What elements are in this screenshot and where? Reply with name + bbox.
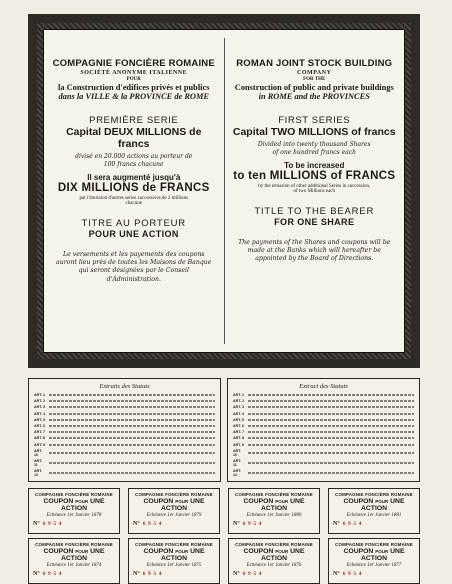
purpose-fr-2: dans la VILLE & la PROVINCE de ROME <box>58 92 210 101</box>
statute-line <box>233 449 414 457</box>
ornate-border <box>37 23 411 359</box>
statute-text-line <box>49 406 215 408</box>
coupon-pour: POUR <box>75 499 89 504</box>
statute-line <box>233 430 414 434</box>
statute-text-line <box>248 431 414 433</box>
coupon-pour: POUR <box>275 549 289 554</box>
statute-line <box>233 405 414 409</box>
coupon-word: COUPON <box>143 548 174 555</box>
english-column <box>225 30 405 352</box>
coupon[interactable] <box>128 538 220 584</box>
coupon-number-label: N° <box>233 521 240 527</box>
statute-text-line <box>49 400 215 402</box>
total-capital-en: to ten MILLIONS of FRANCS <box>233 169 396 182</box>
statutes-heading-en: Extract des Statuts <box>299 383 348 390</box>
coupon-word: COUPON <box>143 498 174 505</box>
emission-fr-1: par l'émission d'autres series successives de 2 millions <box>79 195 189 201</box>
capital-en: Capital TWO MILLIONS of francs <box>232 126 396 138</box>
coupon-label <box>33 498 115 512</box>
statute-line <box>233 393 414 397</box>
statute-line <box>233 399 414 403</box>
statute-article-number: ART. 2 <box>233 399 244 404</box>
coupon-due-date: Echéance 1er Janvier 1876 <box>246 563 302 568</box>
coupon-due-date: Echéance 1er Janvier 1874 <box>46 563 102 568</box>
statute-text-line <box>49 444 215 446</box>
statute-text-line <box>49 425 215 427</box>
statute-text-line <box>248 452 414 454</box>
statute-text-line <box>248 444 414 446</box>
payment-note-en: The payments of the Shares and coupons will be made at the Banks which will hereafter be appointed by the Board of Directions. <box>238 238 391 263</box>
emission-fr-2: chacune <box>125 200 142 206</box>
coupon-pour: POUR <box>75 549 89 554</box>
coupon-company: COMPAGNIE FONCIÈRE ROMAINE <box>35 492 113 497</box>
coupon-number <box>133 571 215 577</box>
statutes-box-en <box>227 378 420 482</box>
coupon-word: COUPON <box>243 498 274 505</box>
coupon-number-value: 6 9 5 4 <box>142 571 163 577</box>
coupon-due-date: Echéance 1er Janvier 1881 <box>346 513 402 518</box>
capital-fr: Capital DEUX MILLIONS de francs <box>66 126 202 150</box>
coupon-pour: POUR <box>175 499 189 504</box>
title-bearer-en: TITLE TO THE BEARER <box>254 205 375 217</box>
statute-article-number: ART. 9 <box>34 442 45 447</box>
statute-article-number: ART. 7 <box>34 430 45 435</box>
coupon-number-value: 6 9 5 4 <box>342 521 363 527</box>
statute-text-line <box>49 437 215 439</box>
coupon-label <box>233 548 315 562</box>
coupon-company: COMPAGNIE FONCIÈRE ROMAINE <box>335 492 413 497</box>
statute-article-number: ART. 11 <box>233 458 241 467</box>
statute-line <box>34 443 215 447</box>
statute-article-number: ART. 8 <box>233 436 244 441</box>
statute-article-number: ART. 12 <box>233 469 241 478</box>
coupon-due-date: Echéance 1er Janvier 1875 <box>146 563 202 568</box>
coupon-number <box>133 521 215 527</box>
statute-article-number: ART. 12 <box>34 469 42 478</box>
statute-line <box>233 436 414 440</box>
coupon-number-value: 6 9 5 4 <box>242 521 263 527</box>
statute-article-number: ART. 3 <box>233 405 244 410</box>
coupon-action: UNE ACTION <box>60 548 105 562</box>
coupon-action: UNE ACTION <box>160 548 205 562</box>
statute-line <box>233 424 414 428</box>
coupon-company: COMPAGNIE FONCIÈRE ROMAINE <box>35 542 113 547</box>
coupon-number-label: N° <box>133 571 140 577</box>
coupon[interactable] <box>228 488 320 534</box>
coupon-pour: POUR <box>375 549 389 554</box>
statute-article-number: ART. 3 <box>34 405 45 410</box>
coupon-label <box>333 548 415 562</box>
coupon-number-label: N° <box>333 571 340 577</box>
coupon-action: UNE ACTION <box>360 498 405 512</box>
coupon-due-date: Echéance 1er Janvier 1877 <box>346 563 402 568</box>
payment-note-fr: Le versements et les payements des coupons auront lieu près de toutes les Maisons de Banque qui seront désignées par le Conseil d'Administration. <box>56 250 212 283</box>
coupon-number-label: N° <box>33 521 40 527</box>
french-column <box>44 30 224 352</box>
purpose-en-2: in ROME and the PROVINCES <box>258 92 370 101</box>
company-name-fr: COMPAGNIE FONCIÈRE ROMAINE <box>52 58 215 69</box>
coupon-due-date: Echéance 1er Janvier 1879 <box>146 513 202 518</box>
coupon-company: COMPAGNIE FONCIÈRE ROMAINE <box>335 542 413 547</box>
coupon-company: COMPAGNIE FONCIÈRE ROMAINE <box>135 542 213 547</box>
coupon-pour: POUR <box>175 549 189 554</box>
statute-article-number: ART. 11 <box>34 458 42 467</box>
statute-article-number: ART. 8 <box>34 436 45 441</box>
company-type-fr: SOCIÉTÉ ANONYME ITALIENNE <box>80 70 188 76</box>
statute-text-line <box>248 406 414 408</box>
title-share-fr: POUR UNE ACTION <box>88 228 179 239</box>
statute-line <box>233 459 414 467</box>
statutes-section <box>28 378 420 482</box>
coupon-number-label: N° <box>33 571 40 577</box>
shares-en-1: Divided into twenty thousand Shares <box>257 141 371 148</box>
coupon-grid <box>28 488 420 584</box>
coupon-pour: POUR <box>375 499 389 504</box>
coupon[interactable] <box>128 488 220 534</box>
coupon[interactable] <box>28 538 120 584</box>
pour-fr: POUR <box>126 77 141 82</box>
coupon-number-label: N° <box>233 571 240 577</box>
statute-line <box>34 469 215 477</box>
statute-text-line <box>248 437 414 439</box>
statute-text-line <box>248 419 414 421</box>
statute-article-number: ART. 10 <box>233 448 241 457</box>
coupon[interactable] <box>228 538 320 584</box>
coupon-action: UNE ACTION <box>60 498 105 512</box>
coupon-label <box>133 498 215 512</box>
statute-article-number: ART. 5 <box>34 417 45 422</box>
coupon-company: COMPAGNIE FONCIÈRE ROMAINE <box>135 492 213 497</box>
statute-line <box>34 393 215 397</box>
coupon-label <box>133 548 215 562</box>
coupon-number <box>233 521 315 527</box>
coupon-action: UNE ACTION <box>260 498 305 512</box>
coupon-word: COUPON <box>43 498 74 505</box>
coupon-word: COUPON <box>343 548 374 555</box>
statute-article-number: ART. 7 <box>233 430 244 435</box>
shares-fr-1: divisé en 20.000 actions au porteur de <box>75 153 193 160</box>
coupon-action: UNE ACTION <box>260 548 305 562</box>
statute-line <box>34 424 215 428</box>
statute-text-line <box>49 431 215 433</box>
augmente-fr: Il sera augmenté jusqu'à <box>87 172 181 182</box>
emission-en-2: of two Millions each <box>293 188 336 194</box>
statute-line <box>34 459 215 467</box>
statutes-heading-fr: Extraits des Statuts <box>99 383 150 390</box>
shares-fr-2: 100 francs chacune <box>103 160 164 168</box>
coupon-label <box>33 548 115 562</box>
statute-line <box>34 399 215 403</box>
statute-line <box>233 443 414 447</box>
statute-article-number: ART. 1 <box>233 393 244 397</box>
coupon[interactable] <box>328 538 420 584</box>
emission-en-1: by the emission of other additional Series in succession, <box>258 183 371 189</box>
statute-line <box>34 436 215 440</box>
statute-text-line <box>49 419 215 421</box>
coupon-due-date: Echéance 1er Janvier 1878 <box>46 513 102 518</box>
company-name-en: ROMAN JOINT STOCK BUILDING <box>236 58 393 69</box>
coupon-number <box>333 521 415 527</box>
coupon[interactable] <box>28 488 120 534</box>
shares-en-2: of one hundred francs each <box>272 148 356 156</box>
coupon-action: UNE ACTION <box>160 498 205 512</box>
coupon-label <box>333 498 415 512</box>
coupon-action: UNE ACTION <box>360 548 405 562</box>
coupon-number-value: 6 9 5 4 <box>242 571 263 577</box>
coupon-pour: POUR <box>275 499 289 504</box>
statute-line <box>34 412 215 416</box>
coupon-company: COMPAGNIE FONCIÈRE ROMAINE <box>235 492 313 497</box>
purpose-en-1: Construction of public and private buildings <box>234 83 394 92</box>
company-type-en: COMPANY <box>297 70 332 76</box>
statute-article-number: ART. 2 <box>34 399 45 404</box>
coupon-number <box>33 571 115 577</box>
coupon-number-label: N° <box>133 521 140 527</box>
statute-text-line <box>248 472 414 474</box>
statute-text-line <box>49 462 215 464</box>
statutes-lines-fr <box>34 393 215 477</box>
statute-line <box>233 418 414 422</box>
statute-text-line <box>248 413 414 415</box>
statute-line <box>34 449 215 457</box>
title-share-en: FOR ONE SHARE <box>274 216 355 227</box>
statute-text-line <box>248 394 414 396</box>
statute-text-line <box>49 472 215 474</box>
statute-article-number: ART. 5 <box>233 417 244 422</box>
statute-article-number: ART. 6 <box>233 423 244 428</box>
statute-text-line <box>248 400 414 402</box>
statute-article-number: ART. 4 <box>34 411 45 416</box>
statutes-lines-en <box>233 393 414 477</box>
coupon-number-value: 6 9 5 4 <box>142 521 163 527</box>
purpose-fr-1: la Construction d'edifices privés et publics <box>58 83 210 92</box>
coupon-number-value: 6 9 5 4 <box>42 571 63 577</box>
coupon-number-value: 6 9 5 4 <box>342 571 363 577</box>
serie-en: FIRST SERIES <box>278 115 351 126</box>
statute-text-line <box>49 413 215 415</box>
title-bearer-fr: TITRE AU PORTEUR <box>81 217 186 229</box>
statute-article-number: ART. 1 <box>34 393 45 397</box>
coupon-company: COMPAGNIE FONCIÈRE ROMAINE <box>235 542 313 547</box>
coupon-number <box>33 521 115 527</box>
coupon-word: COUPON <box>243 548 274 555</box>
coupon-due-date: Echéance 1er Janvier 1880 <box>246 513 302 518</box>
serie-fr: PREMIÈRE SERIE <box>89 115 179 126</box>
coupon-word: COUPON <box>43 548 74 555</box>
statute-line <box>34 430 215 434</box>
statute-article-number: ART. 10 <box>34 448 42 457</box>
statute-line <box>233 469 414 477</box>
statute-article-number: ART. 6 <box>34 423 45 428</box>
coupon-word: COUPON <box>343 498 374 505</box>
augmente-en: To be increased <box>284 160 345 170</box>
statute-text-line <box>49 452 215 454</box>
coupon-number-label: N° <box>333 521 340 527</box>
statute-line <box>233 412 414 416</box>
statute-line <box>34 405 215 409</box>
statute-line <box>34 418 215 422</box>
coupon-number-value: 6 9 5 4 <box>42 521 63 527</box>
statute-article-number: ART. 4 <box>233 411 244 416</box>
coupon-number <box>233 571 315 577</box>
total-capital-fr: DIX MILLIONS de FRANCS <box>57 181 210 194</box>
coupon-number <box>333 571 415 577</box>
certificate-face <box>43 29 405 353</box>
statute-text-line <box>248 425 414 427</box>
statute-text-line <box>49 394 215 396</box>
statute-text-line <box>248 462 414 464</box>
coupon-label <box>233 498 315 512</box>
statute-article-number: ART. 9 <box>233 442 244 447</box>
statutes-box-fr <box>28 378 221 482</box>
coupon[interactable] <box>328 488 420 534</box>
certificate-frame <box>28 14 420 368</box>
pour-en: FOR THE <box>303 77 326 82</box>
